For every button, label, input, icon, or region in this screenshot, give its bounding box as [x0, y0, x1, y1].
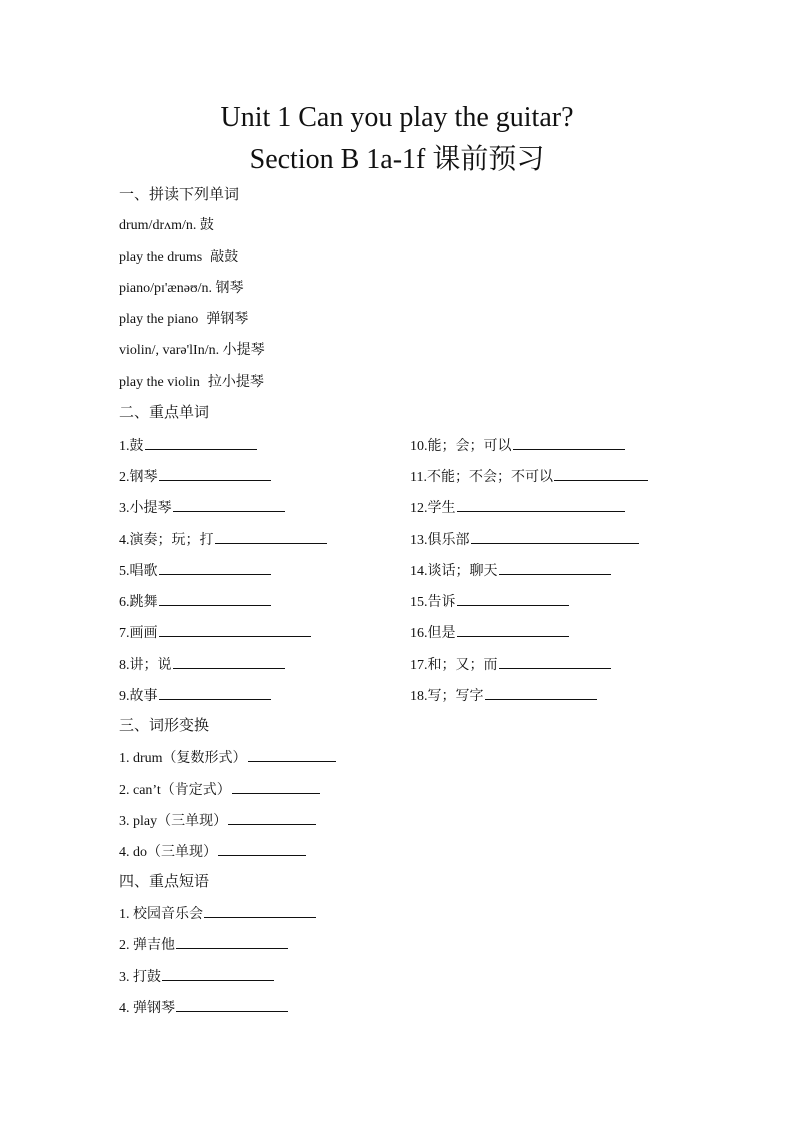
- phrase-item: [119, 903, 316, 925]
- vocab-zh: 拉小提琴: [207, 375, 264, 390]
- vocab-item: [119, 373, 264, 393]
- answer-blank[interactable]: [204, 903, 316, 918]
- word-item: [410, 591, 569, 613]
- word-item: [410, 560, 611, 582]
- word-item: [119, 529, 327, 551]
- word-prompt: 15.告诉: [410, 595, 456, 610]
- answer-blank[interactable]: [159, 466, 271, 481]
- word-prompt: 14.谈话；聊天: [410, 564, 498, 579]
- answer-blank[interactable]: [457, 591, 569, 606]
- vocab-en: play the violin: [119, 375, 200, 390]
- section2-heading: 二、重点单词: [119, 405, 210, 421]
- answer-blank[interactable]: [159, 622, 311, 637]
- answer-blank[interactable]: [485, 685, 597, 700]
- word-prompt: 5.唱歌: [119, 564, 158, 579]
- answer-blank[interactable]: [457, 497, 625, 512]
- answer-blank[interactable]: [471, 529, 639, 544]
- answer-blank[interactable]: [173, 497, 285, 512]
- word-prompt: 12.学生: [410, 501, 456, 516]
- answer-blank[interactable]: [218, 841, 306, 856]
- form-prompt: 2. can’t（肯定式）: [119, 783, 231, 798]
- vocab-zh: 敲鼓: [210, 250, 239, 265]
- word-prompt: 18.写；写字: [410, 689, 484, 704]
- word-prompt: 13.俱乐部: [410, 533, 470, 548]
- vocab-en: play the piano: [119, 312, 199, 327]
- answer-blank[interactable]: [145, 435, 257, 450]
- word-item: [410, 529, 639, 551]
- word-prompt: 10.能；会；可以: [410, 439, 512, 454]
- answer-blank[interactable]: [159, 560, 271, 575]
- section1-heading: 一、拼读下列单词: [119, 187, 240, 203]
- vocab-item: [119, 310, 248, 330]
- word-item: [119, 591, 271, 613]
- vocab-zh: 弹钢琴: [206, 312, 249, 327]
- answer-blank[interactable]: [232, 779, 320, 794]
- form-prompt: 4. do（三单现）: [119, 845, 217, 860]
- answer-blank[interactable]: [176, 934, 288, 949]
- word-prompt: 9.故事: [119, 689, 158, 704]
- vocab-zh: 钢琴: [215, 281, 244, 296]
- answer-blank[interactable]: [176, 997, 288, 1012]
- word-prompt: 4.演奏；玩；打: [119, 533, 214, 548]
- word-item: [410, 685, 597, 707]
- word-prompt: 1.鼓: [119, 439, 144, 454]
- word-item: [410, 654, 611, 676]
- vocab-en: drum/drʌm/n.: [119, 218, 197, 233]
- answer-blank[interactable]: [513, 435, 625, 450]
- phrase-item: [119, 997, 288, 1019]
- answer-blank[interactable]: [215, 529, 327, 544]
- answer-blank[interactable]: [554, 466, 648, 481]
- phrase-prompt: 4. 弹钢琴: [119, 1001, 175, 1016]
- word-prompt: 6.跳舞: [119, 595, 158, 610]
- word-prompt: 3.小提琴: [119, 501, 172, 516]
- word-prompt: 7.画画: [119, 626, 158, 641]
- vocab-zh: 鼓: [199, 218, 214, 233]
- vocab-item: [119, 248, 238, 268]
- word-prompt: 17.和；又；而: [410, 658, 498, 673]
- word-item: [119, 435, 257, 457]
- form-prompt: 3. play（三单现）: [119, 814, 228, 829]
- answer-blank[interactable]: [162, 966, 274, 981]
- answer-blank[interactable]: [159, 591, 271, 606]
- section4-heading: 四、重点短语: [119, 874, 210, 890]
- vocab-en: piano/pɪ'ænəʊ/n.: [119, 281, 213, 296]
- form-item: [119, 841, 306, 863]
- word-prompt: 16.但是: [410, 626, 456, 641]
- word-item: [410, 466, 648, 488]
- phrase-prompt: 3. 打鼓: [119, 970, 161, 985]
- section3-heading: 三、词形变换: [119, 718, 210, 734]
- vocab-item: [119, 341, 265, 361]
- form-prompt: 1. drum（复数形式）: [119, 751, 247, 766]
- answer-blank[interactable]: [173, 654, 285, 669]
- word-item: [119, 497, 285, 519]
- vocab-en: violin/, varə'lIn/n.: [119, 343, 220, 358]
- answer-blank[interactable]: [228, 810, 316, 825]
- word-item: [119, 685, 271, 707]
- phrase-prompt: 2. 弹吉他: [119, 938, 175, 953]
- answer-blank[interactable]: [499, 654, 611, 669]
- word-item: [119, 622, 311, 644]
- answer-blank[interactable]: [159, 685, 271, 700]
- vocab-en: play the drums: [119, 250, 203, 265]
- vocab-zh: 小提琴: [222, 343, 265, 358]
- answer-blank[interactable]: [457, 622, 569, 637]
- vocab-item: [119, 216, 214, 236]
- page-title: Unit 1 Can you play the guitar?: [220, 102, 574, 133]
- page-subtitle: Section B 1a-1f 课前预习: [249, 144, 545, 175]
- word-item: [410, 497, 625, 519]
- phrase-prompt: 1. 校园音乐会: [119, 907, 203, 922]
- word-prompt: 11.不能；不会；不可以: [410, 470, 553, 485]
- word-item: [410, 622, 569, 644]
- answer-blank[interactable]: [499, 560, 611, 575]
- word-item: [410, 435, 625, 457]
- word-item: [119, 560, 271, 582]
- vocab-item: [119, 279, 244, 299]
- answer-blank[interactable]: [248, 747, 336, 762]
- form-item: [119, 810, 316, 832]
- word-prompt: 8.讲；说: [119, 658, 172, 673]
- phrase-item: [119, 966, 274, 988]
- phrase-item: [119, 934, 288, 956]
- form-item: [119, 747, 336, 769]
- word-prompt: 2.钢琴: [119, 470, 158, 485]
- form-item: [119, 779, 320, 801]
- word-item: [119, 466, 271, 488]
- word-item: [119, 654, 285, 676]
